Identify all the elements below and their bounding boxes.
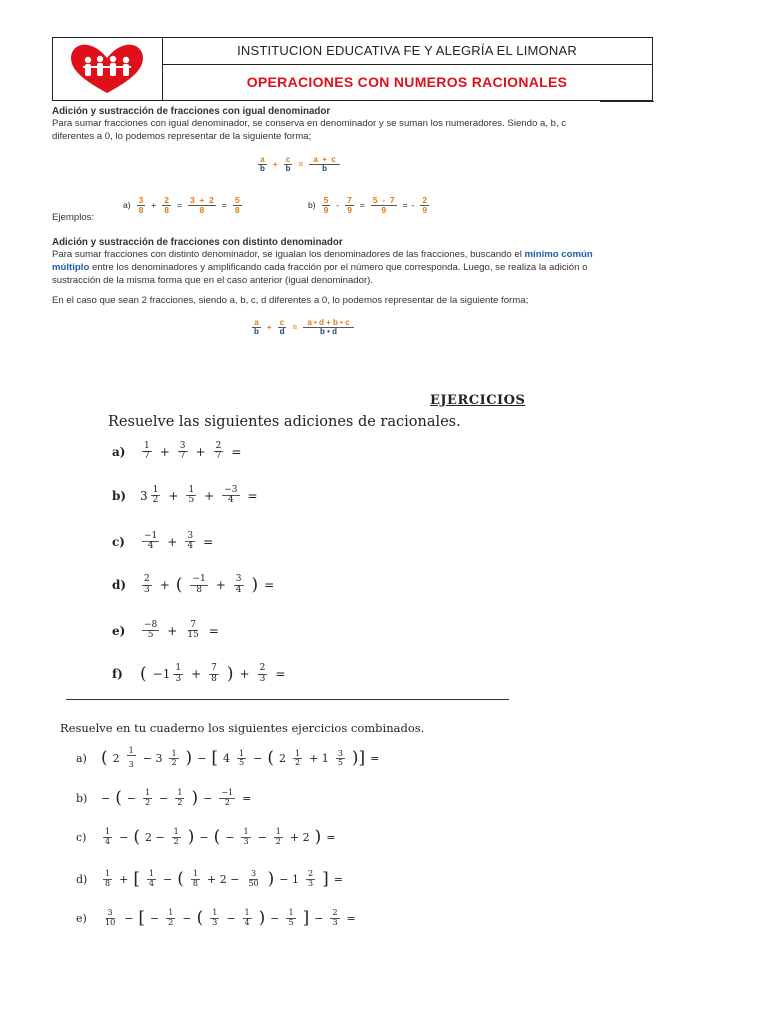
exercise-e: e) −8 5 + 7 15 = — [112, 620, 219, 641]
example-b: b) 5 9 - $\frac{7}{9}$ = $\frac{5 - 7}{9}$ = - 2 9 — [308, 195, 428, 215]
page-title: OPERACIONES CON NUMEROS RACIONALES — [246, 74, 568, 90]
exercise-c: c) −1 4 + 3 4 = — [112, 531, 214, 552]
exercise-f: f) ( −1 1 3 + 7 8 ) + 2 3 = — [112, 663, 286, 684]
formula-distinct-denominator: a b + $\frac{c}{d}$ = $\frac{a • d + b • c}{b • d}$ — [254, 318, 352, 337]
combined-exercise-a: a) ( 2 1 3 − 3 1 2 ) − [ 4 1 5 − ( 2 1 2 + 1 3 5 )] = — [76, 746, 380, 770]
school-name: INSTITUCION EDUCATIVA FE Y ALEGRÍA EL LIMONAR — [162, 38, 652, 65]
exercise-label: f) — [112, 667, 123, 681]
header-underline — [600, 101, 654, 102]
mcm-link[interactable]: mínimo común múltiplo — [52, 249, 593, 273]
section1-title: Adición y sustracción de fracciones con igual denominador — [52, 106, 331, 117]
section2-text-a: Para sumar fracciones con distinto denominador, se igualan los denominadores de las fracciones, buscando el — [52, 249, 522, 260]
exercises-instruction: Resuelve las siguientes adiciones de racionales. — [108, 414, 461, 430]
exercise-label: e) — [76, 911, 87, 925]
exercise-label: b) — [112, 488, 127, 503]
exercise-label: e) — [112, 623, 126, 638]
example-a: a) 3 8 + $\frac{2}{8}$ = $\frac{3 + 2}{8}$ = $\frac{5}{8}$ — [123, 195, 240, 215]
section1-text: Para sumar fracciones con igual denominador, se conserva en denominador y se suman los numeradores. Siendo a, b, c diferentes a 0, lo podemos representar de la siguiente forma; — [52, 118, 567, 142]
exercise-label: c) — [76, 830, 87, 844]
combined-exercise-d: d) 1 8 + [ 1 4 − ( 1 8 + 2 − 3 50 ) − 1 2 3 ] = — [76, 869, 343, 889]
heart-children-logo-icon — [53, 38, 162, 100]
exercise-label: c) — [112, 534, 125, 549]
separator-line — [66, 699, 509, 700]
section2-text-b: entre los denominadores y amplificando cada fracción por el número que corresponda. Luego, se realiza la adición o sustracción de la misma forma que en el caso anterior (igual denominador). — [52, 262, 588, 286]
exercise-label: d) — [76, 872, 88, 886]
exercise-label: a) — [112, 444, 126, 459]
exercise-label: b) — [76, 791, 88, 805]
examples-label: Ejemplos: — [52, 212, 95, 223]
combined-exercise-e: e) 3 10 − [ − 1 2 − ( 1 3 − 1 4 ) − 1 5 ] − 2 3 = — [76, 908, 356, 928]
combined-exercise-b: b) − ( − 1 2 − 1 2 ) − −1 2 = — [76, 788, 252, 808]
section2-text-c: En el caso que sean 2 fracciones, siendo a, b, c, d diferentes a 0, lo podemos representar de la siguiente forma; — [52, 295, 529, 306]
combined-exercise-c: c) 1 4 − ( 2 − 1 2 ) − ( − 1 3 − 1 2 + 2 ) = — [76, 827, 336, 847]
exercise-d: d) 2 3 + ( −1 8 + 3 4 ) = — [112, 574, 275, 595]
section2-text — [52, 248, 600, 287]
exercises-title: EJERCICIOS — [430, 393, 526, 408]
combined-instruction: Resuelve en tu cuaderno los siguientes ejercicios combinados. — [60, 721, 425, 735]
document-header — [52, 37, 653, 101]
exercise-label: d) — [112, 578, 127, 592]
school-logo — [53, 38, 163, 100]
formula-same-denominator: a b + $\frac{c}{b}$ = $\frac{a + c}{b}$ — [260, 155, 339, 174]
exercise-a: a) 1 7 + 3 7 + 2 7 = — [112, 441, 242, 462]
exercise-b: b) 3 1 2 + 1 5 + −3 4 = — [112, 485, 258, 506]
exercise-label: a) — [76, 751, 87, 765]
section2-title: Adición y sustracción de fracciones con distinto denominador — [52, 237, 343, 248]
